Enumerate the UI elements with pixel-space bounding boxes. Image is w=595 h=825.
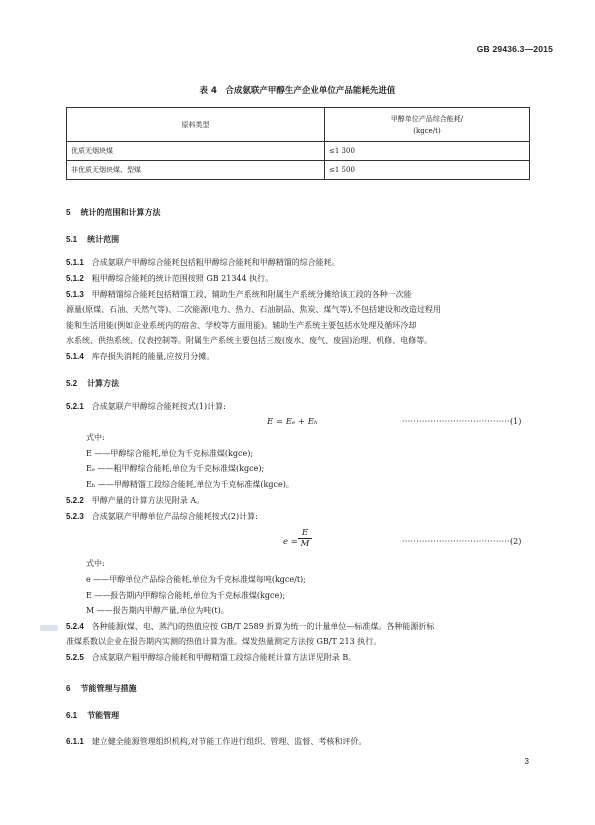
clause-number: 6.1.1 (66, 737, 84, 746)
definition-line: e ——甲醇单位产品综合能耗,单位为千克标准煤每吨(kgce/t); (86, 575, 306, 584)
page-number: 3 (524, 757, 529, 766)
clause-text: 甲醇产量的计算方法见附录 A。 (91, 496, 205, 505)
definition-line: E ——甲醇综合能耗,单位为千克标准煤(kgce); (86, 449, 254, 458)
clause-text: 库存损失消耗的能量,应按月分摊。 (91, 352, 215, 361)
definition-line: Eₕ ——甲醇精馏工段综合能耗,单位为千克标准煤(kgce)。 (86, 480, 294, 489)
section-title: 统计的范围和计算方法 (80, 208, 161, 217)
section-title: 节能管理与措施 (80, 684, 137, 693)
clause-number: 5.2.1 (66, 402, 84, 411)
section-title: 节能管理 (87, 711, 120, 720)
header-material-type: 原料类型 (67, 108, 325, 142)
margin-highlight-mark (40, 625, 58, 631)
clause-number: 5.2.4 (66, 622, 84, 631)
section-number: 5.1 (66, 235, 78, 244)
clause-5-2-5 (66, 652, 356, 663)
equation-leader-dots: ······································· (402, 417, 513, 426)
clause-5-2-1 (66, 401, 226, 412)
clause-6-1-1 (66, 736, 366, 747)
clause-text: 合成氨联产甲醇综合能耗按式(1)计算: (91, 402, 226, 411)
clause-5-1-1 (66, 257, 340, 268)
definition-line: E ——报告期内甲醇综合能耗,单位为千克标准煤(kgce); (86, 591, 286, 600)
equation-2-fraction (298, 528, 312, 549)
clause-5-2-3 (66, 511, 258, 522)
clause-text-line: 各种能源(煤、电、蒸汽)的热值应按 GB/T 2589 折算为统一的计量单位—标准煤。各种能源折标 (91, 622, 435, 631)
clause-text: 合成氨联产粗甲醇综合能耗和甲醇精馏工段综合能耗计算方法详见附录 B。 (91, 653, 357, 662)
clause-number: 5.1.3 (66, 290, 84, 299)
cell-value: ≤1 300 (325, 142, 530, 161)
clause-number: 5.1.1 (66, 258, 84, 267)
section-title: 计算方法 (87, 379, 120, 388)
clause-text-line: 水系统、供热系统、仪表控制等。附属生产系统主要包括三废(废水、废气、废固)治理、机修、电修等。 (66, 336, 433, 345)
header-energy-consumption (325, 108, 530, 142)
equation-number: (1) (510, 417, 522, 426)
clause-text: 建立健全能源管理组织机构,对节能工作进行组织、管理、监督、考核和评价。 (91, 737, 367, 746)
section-6-heading (66, 683, 136, 694)
clause-number: 5.2.5 (66, 653, 84, 662)
header-energy-line2: (kgce/t) (413, 126, 441, 135)
fraction-numerator: E (298, 528, 312, 539)
clause-number: 5.1.2 (66, 274, 84, 283)
equation-2-lhs: e = (283, 537, 298, 547)
section-number: 6.1 (66, 711, 78, 720)
clause-text-line: 能和生活用能(例如企业系统内的宿舍、学校等方面用能)。辅助生产系统主要包括水处理及循环冷却 (66, 321, 417, 330)
clause-text: 合成氨联产甲醇综合能耗包括粗甲醇综合能耗和甲醇精馏的综合能耗。 (91, 258, 340, 267)
cell-value: ≤1 500 (325, 161, 530, 180)
clause-text-line: 甲醇精馏综合能耗包括精馏工段、辅助生产系统和附属生产系统分摊给该工段的各种一次能 (91, 290, 412, 299)
clause-text-line: 源量(原煤、石油、天然气等)、二次能源(电力、热力、石油制品、焦炭、煤气等),不包括建设和改造过程用 (66, 305, 442, 314)
clause-5-2-4 (66, 621, 434, 632)
clause-text-line: 准煤系数以企业在报告期内实测的热值计算为准。煤发热量测定方法按 GB/T 213 执行。 (66, 637, 382, 646)
definition-line: Eₑ ——粗甲醇综合能耗,单位为千克标准煤(kgce); (86, 464, 265, 473)
cell-material-type: 优质无烟块煤 (67, 142, 325, 161)
clause-5-1-4 (66, 351, 214, 362)
equation-leader-dots: ······································· (402, 537, 513, 546)
section-number: 5.2 (66, 379, 78, 388)
where-label: 式中: (86, 433, 105, 442)
clause-text: 粗甲醇综合能耗的统计范围按照 GB 21344 执行。 (91, 274, 274, 283)
table-row (67, 142, 530, 161)
clause-number: 5.1.4 (66, 352, 84, 361)
section-6-1-heading (66, 710, 119, 721)
where-label: 式中: (86, 559, 105, 568)
section-number: 6 (66, 684, 71, 693)
clause-text: 合成氨联产甲醇单位产品综合能耗按式(2)计算: (91, 512, 258, 521)
cell-material-type: 非优质无烟块煤、型煤 (67, 161, 325, 180)
header-energy-line1: 甲醇单位产品综合能耗/ (390, 114, 464, 123)
table-row (67, 161, 530, 180)
clause-5-1-3 (66, 289, 412, 300)
section-5-2-heading (66, 378, 119, 389)
clause-5-2-2 (66, 495, 204, 506)
section-5-heading (66, 207, 160, 218)
fraction-denominator: M (300, 539, 310, 549)
section-5-1-heading (66, 234, 119, 245)
definition-line: M ——报告期内甲醇产量,单位为吨(t)。 (86, 606, 229, 615)
clause-5-1-2 (66, 273, 273, 284)
clause-number: 5.2.2 (66, 496, 84, 505)
table-caption: 表 4 合成氨联产甲醇生产企业单位产品能耗先进值 (199, 86, 396, 96)
clause-number: 5.2.3 (66, 512, 84, 521)
section-title: 统计范围 (87, 235, 120, 244)
section-number: 5 (66, 208, 71, 217)
standard-number: GB 29436.3—2015 (476, 44, 553, 54)
table-header-row (67, 108, 530, 142)
energy-consumption-table (66, 107, 530, 180)
equation-1: E = Eₑ + Eₕ (267, 417, 318, 427)
equation-number: (2) (510, 537, 522, 546)
